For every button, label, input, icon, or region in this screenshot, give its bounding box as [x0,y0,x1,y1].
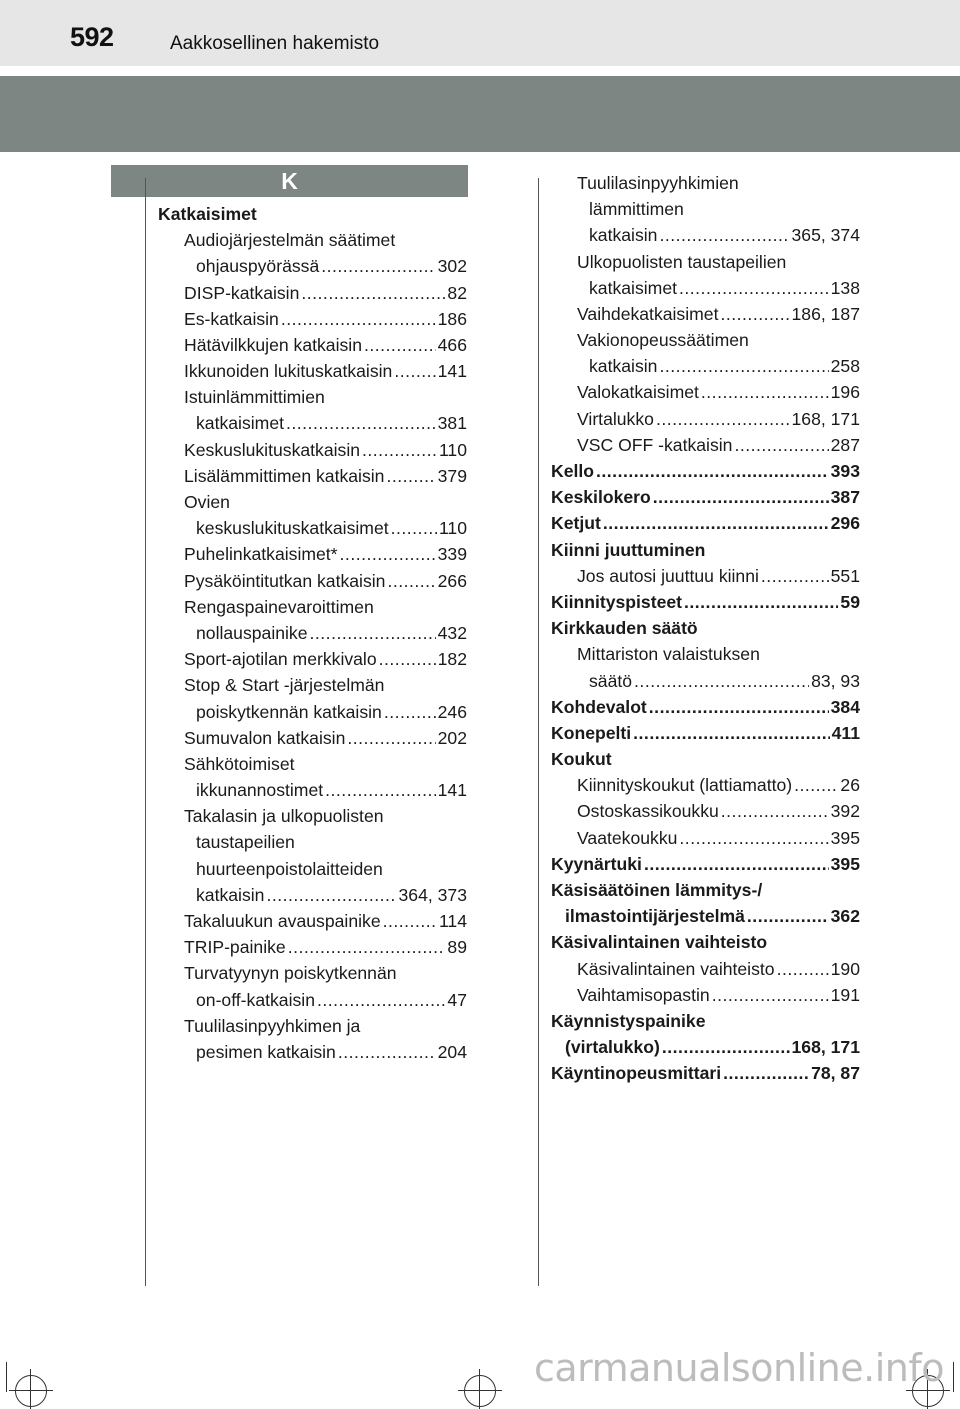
page-reference: 339 [437,544,467,565]
index-entry [158,253,467,279]
leader-dots [777,956,829,982]
page-reference: 83, 93 [811,670,860,691]
leader-dots [634,668,809,694]
index-entry [551,851,860,877]
page-reference: 168, 171 [791,408,860,429]
page-reference: 246 [437,701,467,722]
index-term: Lisälämmittimen katkaisin [184,465,385,486]
leader-dots [679,275,829,301]
page-reference: 393 [830,461,860,482]
index-term: Ketjut [551,513,601,534]
index-term: Takaluukun avauspainike [184,911,381,932]
page-reference: 110 [438,518,467,539]
index-entry [551,877,860,903]
index-entry [158,908,467,934]
index-term: lämmittimen [589,199,684,220]
index-term: Käsisäätöinen lämmitys-/ [551,880,763,901]
index-entry [158,1013,467,1039]
index-entry [158,384,467,410]
page-reference: 186 [437,308,467,329]
index-entry [158,201,467,227]
index-entry [551,1008,860,1034]
index-term: huurteenpoistolaitteiden [196,858,383,879]
index-term: Sport-ajotilan merkkivalo [184,649,377,670]
index-term: Takalasin ja ulkopuolisten [184,806,384,827]
leader-dots [281,306,436,332]
index-entry [158,620,467,646]
index-term: säätö [589,670,633,691]
index-entry [551,668,860,694]
leader-dots [662,1034,790,1060]
index-term: Sähkötoimiset [184,753,295,774]
page-reference: 395 [830,853,860,874]
page-reference: 551 [830,565,860,586]
index-term: ilmastointijärjestelmä [565,906,745,927]
page-reference: 47 [447,989,467,1010]
index-entry [551,432,860,458]
page-header [0,0,960,66]
left-margin-rule [145,178,146,1286]
index-entry [158,699,467,725]
index-term: katkaisimet [196,413,284,434]
index-column-left [158,201,467,1065]
page-reference: 466 [437,334,467,355]
index-entry [551,380,860,406]
page-title: Aakkosellinen hakemisto [170,33,380,54]
index-entry [158,541,467,567]
index-term: nollauspainike [196,622,308,643]
leader-dots [701,379,829,405]
leader-dots [794,772,838,798]
leader-dots [653,484,829,510]
page-number: 592 [70,22,114,52]
page-reference: 395 [830,827,860,848]
index-term: Virtalukko [577,408,654,429]
leader-dots [720,301,789,327]
index-entry [551,615,860,641]
index-term: Sumuvalon katkaisin [184,727,346,748]
leader-dots [649,694,829,720]
leader-dots [712,982,829,1008]
index-term: Kiinnityspisteet [551,591,682,612]
index-term: pesimen katkaisin [196,1041,336,1062]
leader-dots [391,515,437,541]
leader-dots [596,458,829,484]
index-term: Kohdevalot [551,696,647,717]
index-term: Koukut [551,749,612,770]
index-term: Stop & Start -järjestelmän [184,675,385,696]
leader-dots [394,358,435,384]
index-term: Hätävilkkujen katkaisin [184,334,362,355]
index-term: Mittariston valaistuksen [577,644,760,665]
page-reference: 202 [437,727,467,748]
page-reference: 191 [830,984,860,1005]
leader-dots [659,353,828,379]
page-reference: 364, 373 [398,884,467,905]
index-term: Kiinnityskoukut (lattiamatto) [577,775,793,796]
index-term: Ovien [184,492,230,513]
index-term: Keskilokero [551,487,651,508]
header-separator [0,66,960,76]
index-entry [158,960,467,986]
index-entry [158,751,467,777]
page-reference: 110 [438,439,467,460]
index-term: Käyntinopeusmittari [551,1063,722,1084]
index-term: poiskytkennän katkaisin [196,701,382,722]
leader-dots [321,253,435,279]
index-term: Vaatekoukku [577,827,678,848]
page-reference: 186, 187 [791,303,860,324]
index-entry [158,1039,467,1065]
page-reference: 392 [830,801,860,822]
index-entry [551,510,860,536]
index-term: keskuslukituskatkaisimet [196,518,389,539]
page-reference: 266 [437,570,467,591]
index-entry [551,903,860,929]
leader-dots [656,406,790,432]
index-entry [551,929,860,955]
page-reference: 381 [437,413,467,434]
index-term: ikkunannostimet [196,780,324,801]
index-entry [158,594,467,620]
leader-dots [747,903,829,929]
page-reference: 365, 374 [791,225,860,246]
index-entry [551,249,860,275]
index-entry [551,1034,860,1060]
leader-dots [266,882,396,908]
index-entry [551,799,860,825]
index-entry [158,830,467,856]
index-entry [551,772,860,798]
index-term: Kello [551,461,595,482]
index-entry [551,746,860,772]
index-entry [551,982,860,1008]
index-term: Kirkkauden säätö [551,618,698,639]
index-entry [158,856,467,882]
page-reference: 302 [437,256,467,277]
column-divider-rule [538,178,539,1286]
index-entry [158,803,467,829]
page-reference: 411 [831,722,860,743]
index-term: Keskuslukituskatkaisin [184,439,361,460]
index-entry [158,882,467,908]
index-term: Jos autosi juuttuu kiinni [577,565,759,586]
index-entry [158,672,467,698]
index-term: on-off-katkaisin [196,989,315,1010]
page-reference: 138 [830,277,860,298]
index-term: katkaisin [589,356,658,377]
leader-dots [364,332,436,358]
index-term: VSC OFF -katkaisin [577,434,733,455]
page-reference: 26 [840,775,860,796]
leader-dots [387,568,435,594]
index-term: ohjauspyörässä [196,256,320,277]
index-term: Kyynärtuki [551,853,642,874]
index-entry [158,280,467,306]
index-entry [551,956,860,982]
index-entry [158,358,467,384]
leader-dots [603,510,829,536]
leader-dots [723,1060,809,1086]
index-entry [551,589,860,615]
index-entry [158,725,467,751]
leader-dots [347,725,435,751]
index-term: Turvatyynyn poiskytkennän [184,963,397,984]
index-entry [158,411,467,437]
page-reference: 384 [830,696,860,717]
leader-dots [286,410,436,436]
page-reference: 204 [437,1041,467,1062]
page-reference: 287 [830,434,860,455]
leader-dots [301,280,445,306]
index-term: Käsivalintainen vaihteisto [551,932,768,953]
index-term: Rengaspainevaroittimen [184,596,374,617]
index-term: TRIP-painike [184,937,286,958]
index-term: Ikkunoiden lukituskatkaisin [184,361,393,382]
index-term: Pysäköintitutkan katkaisin [184,570,386,591]
index-term: Tuulilasinpyyhkimien [577,172,739,193]
index-entry [158,934,467,960]
index-entry [551,1060,860,1086]
leader-dots [761,563,829,589]
index-term: Vakionopeussäätimen [577,330,749,351]
page-reference: 182 [437,649,467,670]
index-term: Es-katkaisin [184,308,279,329]
index-term: Ulkopuolisten taustapeilien [577,251,787,272]
page-reference: 168, 171 [791,1037,860,1058]
index-term: Tuulilasinpyyhkimen ja [184,1015,361,1036]
leader-dots [362,437,437,463]
index-entry [158,568,467,594]
page-reference: 89 [447,937,467,958]
index-term: katkaisimet [589,277,677,298]
page-reference: 362 [830,906,860,927]
page-reference: 190 [830,958,860,979]
leader-dots [386,463,435,489]
leader-dots [288,934,446,960]
index-entry [551,353,860,379]
page-reference: 78, 87 [811,1063,860,1084]
leader-dots [338,1039,436,1065]
page-reference: 379 [437,465,467,486]
leader-dots [684,589,838,615]
crop-mark [6,1362,7,1392]
index-term: Audiojärjestelmän säätimet [184,230,396,251]
index-entry [551,484,860,510]
leader-dots [325,777,436,803]
leader-dots [317,987,445,1013]
header-band [0,76,960,152]
index-entry [551,301,860,327]
index-entry [158,646,467,672]
page-reference: 432 [437,622,467,643]
page-reference: 196 [830,382,860,403]
index-term: Ostoskassikoukku [577,801,719,822]
page-reference: 296 [830,513,860,534]
index-term: Vaihdekatkaisimet [577,303,719,324]
index-entry [551,694,860,720]
index-entry [551,406,860,432]
leader-dots [734,432,828,458]
index-column-right [551,170,860,1087]
index-entry [158,227,467,253]
index-term: Puhelinkatkaisimet* [184,544,338,565]
page-reference: 387 [830,487,860,508]
index-entry [158,777,467,803]
index-term: Katkaisimet [158,203,257,224]
page-reference: 141 [437,780,467,801]
index-term: DISP-katkaisin [184,282,300,303]
index-term: Istuinlämmittimien [184,387,325,408]
page-reference: 114 [438,911,467,932]
leader-dots [721,798,829,824]
leader-dots [633,720,829,746]
index-entry [551,641,860,667]
index-entry [158,306,467,332]
index-entry [551,327,860,353]
leader-dots [679,825,828,851]
page-reference: 141 [437,361,467,382]
index-entry [158,463,467,489]
leader-dots [340,541,436,567]
page-reference: 59 [840,591,860,612]
leader-dots [384,699,436,725]
page-reference: 258 [830,356,860,377]
index-term: katkaisin [589,225,658,246]
crop-mark [953,1362,954,1392]
leader-dots [379,646,436,672]
index-entry [158,515,467,541]
index-entry [551,720,860,746]
index-entry [551,458,860,484]
index-entry [551,275,860,301]
index-entry [158,489,467,515]
leader-dots [310,620,436,646]
index-term: Käynnistyspainike [551,1010,706,1031]
leader-dots [383,908,437,934]
section-letter: K [111,165,468,197]
index-entry [551,537,860,563]
index-entry [551,563,860,589]
index-entry [551,825,860,851]
leader-dots [659,222,789,248]
page-reference: 82 [447,282,467,303]
index-term: Vaihtamisopastin [577,984,710,1005]
watermark-text: carmanualsonline.info [533,1346,944,1390]
index-entry [551,196,860,222]
leader-dots [644,851,829,877]
index-term: Kiinni juuttuminen [551,539,706,560]
index-term: Valokatkaisimet [577,382,699,403]
index-term: katkaisin [196,884,265,905]
index-term: (virtalukko) [565,1037,660,1058]
index-entry [551,222,860,248]
index-entry [551,170,860,196]
index-entry [158,987,467,1013]
index-entry [158,437,467,463]
index-term: Käsivalintainen vaihteisto [577,958,775,979]
index-term: Konepelti [551,722,632,743]
index-entry [158,332,467,358]
index-term: taustapeilien [196,832,295,853]
